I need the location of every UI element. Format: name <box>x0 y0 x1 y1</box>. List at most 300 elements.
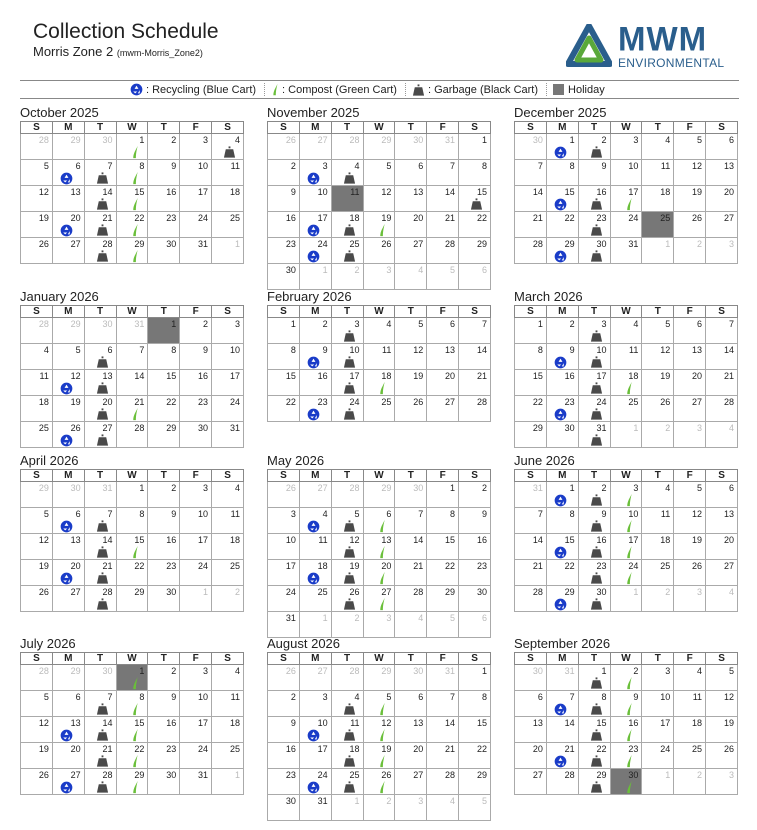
day-cell <box>180 238 212 264</box>
day-cell <box>299 160 331 186</box>
recycling-icon <box>60 382 73 395</box>
month-name: August 2026 <box>267 636 341 651</box>
garbage-icon <box>590 677 603 689</box>
day-number: 27 <box>723 561 734 571</box>
day-cell <box>268 612 300 638</box>
day-number: 16 <box>285 213 296 223</box>
day-cell <box>180 534 212 560</box>
day-cell <box>395 482 427 508</box>
legend-compost <box>265 83 406 96</box>
day-number: 7 <box>107 509 113 519</box>
day-cell <box>180 586 212 612</box>
day-number: 7 <box>537 509 543 519</box>
garbage-icon <box>96 198 109 210</box>
compost-icon <box>131 197 139 211</box>
day-cell <box>363 769 395 795</box>
recycling-icon <box>307 356 320 369</box>
weekday-header: T <box>84 122 116 134</box>
day-cell <box>427 482 459 508</box>
day-cell <box>674 344 706 370</box>
day-cell <box>363 264 395 290</box>
day-number: 26 <box>285 666 296 676</box>
weekday-header: T <box>578 122 610 134</box>
day-cell <box>52 134 84 160</box>
day-number: 1 <box>481 666 487 676</box>
day-cell <box>459 612 491 638</box>
day-number: 21 <box>723 371 734 381</box>
day-cell <box>395 769 427 795</box>
day-cell <box>21 482 53 508</box>
month-table <box>267 121 491 290</box>
garbage-icon <box>96 572 109 584</box>
day-number: 6 <box>481 265 487 275</box>
compost-icon <box>378 571 386 585</box>
day-number: 20 <box>102 397 113 407</box>
day-number: 5 <box>665 319 671 329</box>
day-cell <box>21 396 53 422</box>
day-number: 20 <box>70 744 81 754</box>
day-number: 30 <box>596 239 607 249</box>
garbage-icon <box>590 224 603 236</box>
day-number: 14 <box>476 345 487 355</box>
day-cell <box>515 769 547 795</box>
garbage-icon <box>96 520 109 532</box>
day-number: 13 <box>413 187 424 197</box>
day-cell <box>52 344 84 370</box>
weekday-header: W <box>116 470 148 482</box>
weekday-header: M <box>52 122 84 134</box>
weekday-header: F <box>180 653 212 665</box>
day-cell <box>180 482 212 508</box>
day-number: 23 <box>596 213 607 223</box>
day-number: 31 <box>198 239 209 249</box>
day-number: 4 <box>697 666 703 676</box>
day-number: 4 <box>633 319 639 329</box>
day-number: 30 <box>102 135 113 145</box>
day-cell <box>706 238 738 264</box>
day-number: 28 <box>564 770 575 780</box>
day-number: 28 <box>38 319 49 329</box>
garbage-icon <box>343 330 356 342</box>
day-number: 6 <box>697 319 703 329</box>
day-number: 19 <box>38 561 49 571</box>
weekday-header: M <box>52 653 84 665</box>
day-cell <box>299 691 331 717</box>
weekday-header: W <box>610 653 642 665</box>
day-number: 28 <box>532 239 543 249</box>
day-cell <box>427 396 459 422</box>
weekday-header: W <box>610 122 642 134</box>
day-cell <box>674 238 706 264</box>
day-cell <box>299 318 331 344</box>
day-number: 31 <box>285 613 296 623</box>
month-table <box>267 305 491 422</box>
day-number: 28 <box>38 135 49 145</box>
day-number: 24 <box>596 397 607 407</box>
day-cell <box>427 344 459 370</box>
day-cell <box>515 318 547 344</box>
day-number: 25 <box>660 213 671 223</box>
day-cell <box>363 482 395 508</box>
weekday-header: M <box>299 122 331 134</box>
day-number: 8 <box>481 161 487 171</box>
day-number: 5 <box>43 161 49 171</box>
day-number: 15 <box>564 535 575 545</box>
day-cell <box>642 769 674 795</box>
garbage-icon <box>343 172 356 184</box>
weekday-header: S <box>268 306 300 318</box>
garbage-icon <box>96 250 109 262</box>
day-cell <box>84 691 116 717</box>
day-number: 20 <box>70 213 81 223</box>
day-number: 26 <box>38 239 49 249</box>
day-number: 4 <box>665 483 671 493</box>
day-number: 8 <box>139 692 145 702</box>
weekday-header: S <box>706 122 738 134</box>
garbage-icon <box>96 382 109 394</box>
garbage-icon <box>343 546 356 558</box>
day-cell <box>148 508 180 534</box>
day-number: 15 <box>596 718 607 728</box>
day-cell <box>546 134 578 160</box>
compost-icon <box>131 249 139 263</box>
day-cell <box>21 134 53 160</box>
legend-garbage <box>406 83 547 96</box>
day-cell <box>52 482 84 508</box>
month-calendar <box>267 454 491 638</box>
compost-icon <box>378 381 386 395</box>
day-cell <box>148 691 180 717</box>
recycling-icon <box>60 520 73 533</box>
day-number: 21 <box>413 561 424 571</box>
day-cell <box>84 482 116 508</box>
day-number: 21 <box>102 744 113 754</box>
day-cell <box>427 264 459 290</box>
weekday-header: S <box>268 470 300 482</box>
day-number: 12 <box>660 345 671 355</box>
day-number: 29 <box>134 587 145 597</box>
day-number: 14 <box>413 535 424 545</box>
day-cell <box>116 344 148 370</box>
day-number: 13 <box>413 718 424 728</box>
day-cell <box>148 665 180 691</box>
day-cell <box>116 396 148 422</box>
day-number: 11 <box>39 371 49 381</box>
garbage-icon <box>590 598 603 610</box>
day-number: 9 <box>171 509 177 519</box>
day-cell <box>180 212 212 238</box>
day-cell <box>395 743 427 769</box>
day-number: 10 <box>317 187 328 197</box>
recycling-icon <box>307 172 320 185</box>
day-cell <box>459 534 491 560</box>
day-number: 2 <box>601 483 607 493</box>
day-number: 18 <box>628 371 639 381</box>
day-cell <box>642 743 674 769</box>
day-number: 19 <box>692 535 703 545</box>
day-cell <box>180 508 212 534</box>
day-number: 17 <box>628 187 639 197</box>
day-number: 28 <box>723 397 734 407</box>
day-cell <box>363 612 395 638</box>
day-cell <box>515 422 547 448</box>
recycling-icon <box>554 408 567 421</box>
day-number: 19 <box>70 397 81 407</box>
month-name: May 2026 <box>267 453 325 468</box>
day-number: 7 <box>450 692 456 702</box>
day-number: 18 <box>349 213 360 223</box>
day-cell <box>331 212 363 238</box>
day-number: 15 <box>134 718 145 728</box>
garbage-icon <box>96 408 109 420</box>
recycling-icon <box>307 224 320 237</box>
day-cell <box>52 508 84 534</box>
day-cell <box>212 665 244 691</box>
day-cell <box>52 586 84 612</box>
day-number: 26 <box>660 397 671 407</box>
day-number: 25 <box>381 397 392 407</box>
weekday-header: M <box>52 306 84 318</box>
day-cell <box>546 344 578 370</box>
day-number: 19 <box>349 561 360 571</box>
day-cell <box>180 318 212 344</box>
compost-icon <box>131 754 139 768</box>
weekday-header: T <box>642 470 674 482</box>
day-cell <box>84 717 116 743</box>
day-cell <box>52 160 84 186</box>
day-cell <box>578 743 610 769</box>
day-cell <box>546 238 578 264</box>
day-cell <box>515 160 547 186</box>
day-number: 16 <box>198 371 209 381</box>
day-number: 9 <box>171 692 177 702</box>
day-cell <box>148 534 180 560</box>
day-cell <box>148 186 180 212</box>
day-cell <box>515 508 547 534</box>
day-number: 4 <box>386 319 392 329</box>
day-cell <box>395 691 427 717</box>
day-number: 29 <box>564 239 575 249</box>
day-number: 1 <box>203 587 209 597</box>
day-number: 14 <box>102 535 113 545</box>
day-cell <box>299 612 331 638</box>
day-cell <box>212 422 244 448</box>
day-cell <box>212 691 244 717</box>
day-cell <box>52 769 84 795</box>
day-cell <box>578 508 610 534</box>
day-cell <box>331 560 363 586</box>
recycling-icon <box>60 434 73 447</box>
garbage-icon <box>343 356 356 368</box>
day-number: 22 <box>596 744 607 754</box>
day-number: 26 <box>692 213 703 223</box>
day-cell <box>610 717 642 743</box>
day-number: 1 <box>139 666 145 676</box>
compost-icon <box>131 407 139 421</box>
day-number: 1 <box>139 135 145 145</box>
day-number: 22 <box>445 561 456 571</box>
day-number: 26 <box>381 770 392 780</box>
day-number: 13 <box>70 187 81 197</box>
day-number: 22 <box>564 213 575 223</box>
zone-id: (mwm-Morris_Zone2) <box>116 48 203 58</box>
day-cell <box>21 212 53 238</box>
day-cell <box>515 186 547 212</box>
day-cell <box>299 534 331 560</box>
day-cell <box>268 743 300 769</box>
day-number: 10 <box>628 161 639 171</box>
day-number: 30 <box>532 135 543 145</box>
day-cell <box>459 691 491 717</box>
garbage-icon <box>590 781 603 793</box>
weekday-header: T <box>395 653 427 665</box>
day-number: 28 <box>349 666 360 676</box>
day-number: 1 <box>322 265 328 275</box>
day-cell <box>459 482 491 508</box>
day-number: 27 <box>413 770 424 780</box>
day-cell <box>331 795 363 821</box>
day-cell <box>299 560 331 586</box>
day-number: 23 <box>476 561 487 571</box>
garbage-icon <box>590 494 603 506</box>
day-cell <box>331 134 363 160</box>
day-number: 2 <box>386 796 392 806</box>
day-number: 15 <box>564 187 575 197</box>
day-number: 24 <box>628 213 639 223</box>
day-number: 11 <box>629 345 639 355</box>
day-cell <box>674 586 706 612</box>
day-cell <box>706 560 738 586</box>
month-calendar <box>267 106 491 290</box>
day-number: 18 <box>381 371 392 381</box>
day-cell <box>515 238 547 264</box>
day-number: 10 <box>198 509 209 519</box>
compost-icon <box>625 381 633 395</box>
day-number: 14 <box>532 187 543 197</box>
day-cell <box>148 482 180 508</box>
day-cell <box>674 396 706 422</box>
day-number: 25 <box>349 770 360 780</box>
day-number: 3 <box>322 161 328 171</box>
day-cell <box>610 560 642 586</box>
day-cell <box>84 586 116 612</box>
garbage-icon <box>343 408 356 420</box>
day-number: 28 <box>102 239 113 249</box>
day-cell <box>674 717 706 743</box>
day-number: 6 <box>418 161 424 171</box>
day-number: 16 <box>166 535 177 545</box>
day-cell <box>578 370 610 396</box>
day-cell <box>21 691 53 717</box>
day-cell <box>546 318 578 344</box>
day-cell <box>363 186 395 212</box>
day-cell <box>427 743 459 769</box>
day-cell <box>363 370 395 396</box>
day-number: 8 <box>569 509 575 519</box>
day-number: 25 <box>692 744 703 754</box>
day-cell <box>212 186 244 212</box>
day-number: 2 <box>354 613 360 623</box>
day-cell <box>116 160 148 186</box>
day-number: 14 <box>532 535 543 545</box>
day-cell <box>268 212 300 238</box>
day-cell <box>706 665 738 691</box>
day-cell <box>331 743 363 769</box>
day-cell <box>395 717 427 743</box>
day-cell <box>21 560 53 586</box>
month-name: September 2026 <box>514 636 611 651</box>
day-number: 9 <box>481 509 487 519</box>
day-number: 30 <box>166 239 177 249</box>
weekday-header: S <box>706 306 738 318</box>
day-cell <box>395 186 427 212</box>
day-number: 16 <box>166 187 177 197</box>
day-number: 22 <box>564 561 575 571</box>
day-cell <box>546 665 578 691</box>
day-number: 13 <box>381 535 392 545</box>
recycling-icon <box>60 224 73 237</box>
day-number: 23 <box>564 397 575 407</box>
day-cell <box>706 186 738 212</box>
day-number: 20 <box>70 561 81 571</box>
day-cell <box>180 769 212 795</box>
day-cell <box>180 370 212 396</box>
day-cell <box>706 396 738 422</box>
day-number: 8 <box>171 345 177 355</box>
day-cell <box>212 318 244 344</box>
day-number: 19 <box>38 744 49 754</box>
day-number: 12 <box>692 509 703 519</box>
day-cell <box>331 482 363 508</box>
legend-recycling-label: : Recycling (Blue Cart) <box>146 83 257 96</box>
recycling-icon <box>60 172 73 185</box>
day-number: 2 <box>665 587 671 597</box>
weekday-header: S <box>268 653 300 665</box>
day-cell <box>459 160 491 186</box>
day-cell <box>148 717 180 743</box>
day-cell <box>212 560 244 586</box>
day-number: 4 <box>450 796 456 806</box>
day-number: 9 <box>601 509 607 519</box>
compost-icon <box>625 571 633 585</box>
weekday-header: F <box>674 306 706 318</box>
day-number: 23 <box>285 239 296 249</box>
day-cell <box>546 212 578 238</box>
day-cell <box>268 586 300 612</box>
day-number: 9 <box>322 345 328 355</box>
day-number: 10 <box>628 509 639 519</box>
day-cell <box>546 160 578 186</box>
day-cell <box>84 743 116 769</box>
weekday-header: S <box>515 470 547 482</box>
day-cell <box>299 717 331 743</box>
day-number: 16 <box>596 187 607 197</box>
day-cell <box>180 160 212 186</box>
day-number: 28 <box>102 770 113 780</box>
compost-icon <box>625 197 633 211</box>
month-calendar <box>267 637 491 821</box>
day-cell <box>363 134 395 160</box>
day-cell <box>515 344 547 370</box>
day-number: 22 <box>476 744 487 754</box>
recycling-icon <box>307 408 320 421</box>
day-number: 30 <box>285 265 296 275</box>
day-number: 1 <box>481 135 487 145</box>
compost-icon <box>625 702 633 716</box>
day-number: 6 <box>75 161 81 171</box>
day-number: 26 <box>38 770 49 780</box>
day-number: 1 <box>139 483 145 493</box>
